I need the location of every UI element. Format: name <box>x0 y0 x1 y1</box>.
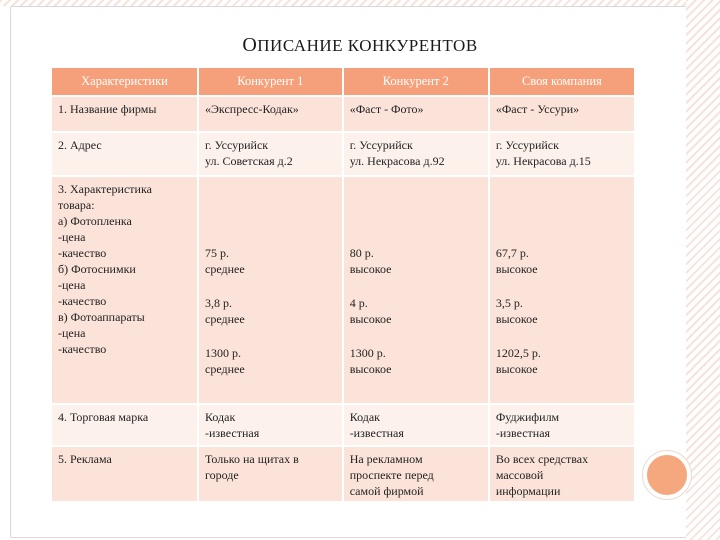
price-quality: 1300 р. высокое <box>349 346 392 376</box>
price-quality: 67,7 р. высокое <box>495 246 538 276</box>
header-competitor-1: Конкурент 1 <box>199 68 342 95</box>
table-cell: 1. Название фирмы <box>52 97 197 131</box>
table-cell: Во всех средствах массовой информации <box>490 447 634 501</box>
header-characteristics: Характеристики <box>52 68 197 95</box>
table-cell: г. Уссурийск ул. Некрасова д.15 <box>490 133 634 175</box>
table-cell: г. Уссурийск ул. Некрасова д.92 <box>344 133 488 175</box>
table-cell: Кодак -известная <box>344 405 488 445</box>
table-cell: г. Уссурийск ул. Советская д.2 <box>199 133 342 175</box>
header-own-company: Своя компания <box>490 68 634 95</box>
table-cell: 2. Адрес <box>52 133 197 175</box>
table-cell: «Фаст - Фото» <box>344 97 488 131</box>
table-cell: Фуджифилм -известная <box>490 405 634 445</box>
table-cell <box>199 177 342 403</box>
table-cell <box>344 177 488 403</box>
price-quality: 3,5 р. высокое <box>495 296 538 326</box>
table-header-row <box>52 68 634 95</box>
table-cell: Кодак -известная <box>199 405 342 445</box>
price-quality: 80 р. высокое <box>349 246 392 276</box>
slide-title: ОПИСАНИЕ КОНКУРЕНТОВ <box>242 34 478 56</box>
table-row <box>52 177 634 403</box>
table-cell: 4. Торговая марка <box>52 405 197 445</box>
header-competitor-2: Конкурент 2 <box>344 68 488 95</box>
table-cell: 5. Реклама <box>52 447 197 501</box>
price-quality: 1300 р. среднее <box>205 346 245 376</box>
table-row <box>52 133 634 175</box>
price-quality: 1202,5 р. высокое <box>495 346 541 376</box>
table-row <box>52 405 634 445</box>
price-quality: 4 р. высокое <box>349 296 392 326</box>
table-cell: На рекламном проспекте перед самой фирмой <box>344 447 488 501</box>
table-row <box>52 97 634 131</box>
table-row <box>52 447 634 501</box>
table-cell: «Фаст - Уссури» <box>490 97 634 131</box>
decorative-circle <box>643 451 691 499</box>
right-decor-stripe <box>686 0 720 540</box>
table-cell: «Экспресс-Кодак» <box>199 97 342 131</box>
table-cell: 3. Характеристика товара: а) Фотопленка -цена -качество б) Фотоснимки -цена -качество в) Фотоаппараты -цена -качество <box>52 177 197 403</box>
price-quality: 75 р. среднее <box>205 246 245 276</box>
table-cell <box>490 177 634 403</box>
table-cell: Только на щитах в городе <box>199 447 342 501</box>
price-quality: 3,8 р. среднее <box>205 296 245 326</box>
competitors-table <box>50 66 636 503</box>
